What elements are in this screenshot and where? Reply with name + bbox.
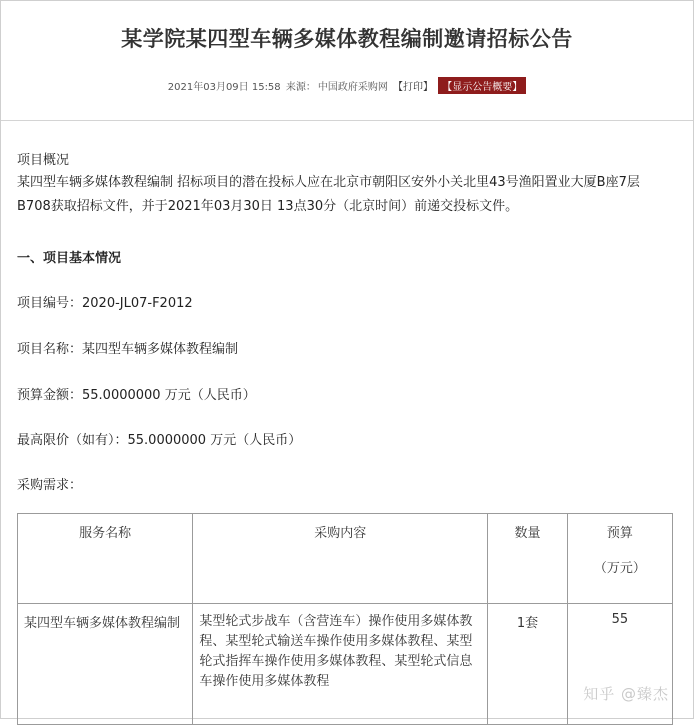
overview-heading: 项目概况: [17, 153, 70, 168]
table-header-row: [18, 514, 673, 604]
cell-budget: 55: [567, 604, 672, 725]
project-number: 项目编号：2020-JL07-F2012: [17, 296, 193, 311]
source-label: 来源：: [285, 82, 316, 93]
publish-datetime: 2021年03月09日 15:58: [167, 82, 281, 93]
header-budget-label: 预算: [606, 526, 633, 541]
budget-amount: 预算金额：55.0000000 万元（人民币）: [17, 388, 256, 403]
project-name: 项目名称：某四型车辆多媒体教程编制: [17, 342, 239, 357]
header-budget-unit: （万元）: [593, 561, 646, 576]
header-quantity: 数量: [488, 514, 568, 604]
print-link[interactable]: 【打印】: [393, 82, 434, 93]
section-heading-basic: 一、项目基本情况: [17, 251, 122, 266]
overview-line-2: B708获取招标文件，并于2021年03月30日 13点30分（北京时间）前递交投标文件。: [17, 199, 519, 214]
requirements-label: 采购需求：: [17, 478, 83, 493]
header-budget: [567, 514, 672, 604]
page-title: 某学院某四型车辆多媒体教程编制邀请招标公告: [121, 27, 573, 51]
source-name: 中国政府采购网: [317, 82, 388, 93]
overview-line-1: 某四型车辆多媒体教程编制 招标项目的潜在投标人应在北京市朝阳区安外小关北里43号渔阳置业大厦B座7层: [17, 175, 640, 190]
cell-quantity: 1套: [488, 604, 568, 725]
show-summary-button[interactable]: 【显示公告概要】: [438, 77, 526, 94]
cell-content: 某型轮式步战车（含营连车）操作使用多媒体教程、某型轮式输送车操作使用多媒体教程、某型轮式指挥车操作使用多媒体教程、某型轮式信息车操作使用多媒体教程: [193, 604, 488, 725]
watermark: 知乎 @臻杰: [583, 685, 669, 703]
table-row: [18, 604, 673, 725]
overview-paragraph: [17, 171, 677, 219]
max-price: 最高限价（如有）：55.0000000 万元（人民币）: [17, 433, 302, 448]
meta-line: [1, 77, 693, 94]
header-divider: [1, 120, 693, 121]
header-content: 采购内容: [193, 514, 488, 604]
header-service-name: 服务名称: [18, 514, 193, 604]
requirements-table: [17, 513, 673, 725]
cell-service-name: 某四型车辆多媒体教程编制: [18, 604, 193, 725]
